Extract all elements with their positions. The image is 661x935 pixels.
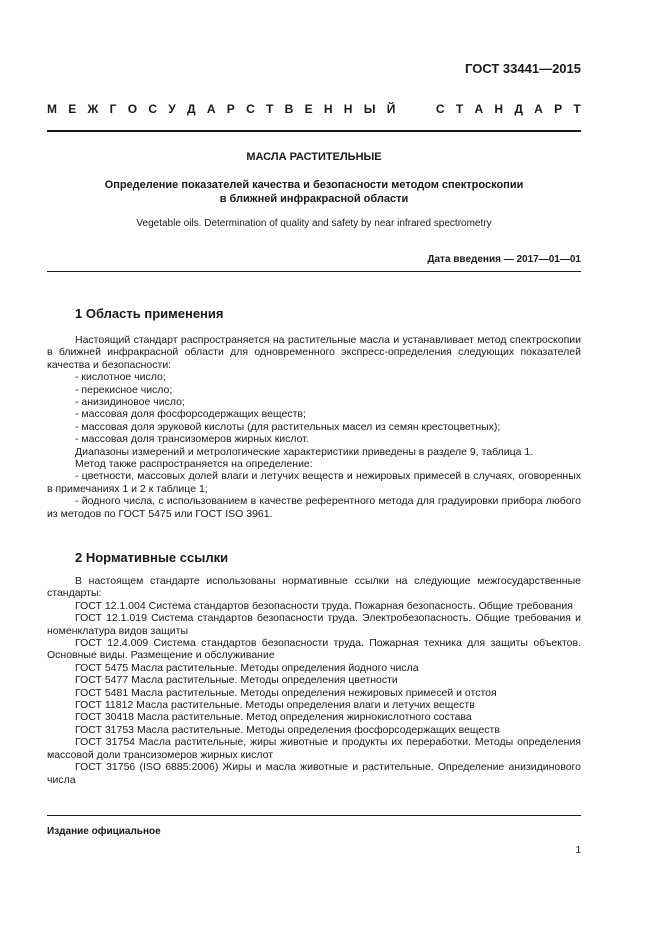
list-item: - массовая доля фосфорсодержащих веществ; <box>75 408 306 421</box>
date-rule <box>47 271 581 272</box>
edition-label: Издание официальное <box>47 826 161 837</box>
section-1-body <box>47 334 581 520</box>
section-2-body <box>47 575 581 786</box>
section-2-heading: 2 Нормативные ссылки <box>75 550 229 565</box>
document-subtitle: Определение показателей качества и безопасности методом спектроскопии в ближней инфракрасной области <box>104 179 524 205</box>
reference-item: ГОСТ 5475 Масла растительные. Методы определения йодного числа <box>75 661 419 674</box>
reference-item: ГОСТ 11812 Масла растительные. Методы определения влаги и летучих веществ <box>75 699 475 712</box>
standard-type-heading: М Е Ж Г О С У Д А Р С Т В Е Н Н Ы Й С Т А Н Д А Р Т <box>47 102 581 116</box>
header-rule <box>47 130 581 132</box>
reference-item: ГОСТ 12.4.009 Система стандартов безопасности труда. Пожарная техника для защиты объектов. Основные виды. Размещение и обслуживание <box>47 637 581 662</box>
list-item: - перекисное число; <box>75 383 173 396</box>
paragraph: - цветности, массовых долей влаги и летучих веществ и нежировых примесей в случаях, оговоренных в примечаниях 1 и 2 к таблице 1; <box>47 470 581 495</box>
page-number: 1 <box>575 845 581 856</box>
paragraph: В настоящем стандарте использованы нормативные ссылки на следующие межгосударственные стандарты: <box>47 575 581 600</box>
footer-rule <box>47 815 581 816</box>
reference-item: ГОСТ 12.1.019 Система стандартов безопасности труда. Электробезопасность. Общие требования и номенклатура видов защиты <box>47 612 581 637</box>
list-item: - кислотное число; <box>75 371 166 384</box>
reference-item: ГОСТ 30418 Масла растительные. Метод определения жирнокислотного состава <box>75 711 472 724</box>
list-item: - анизидиновое число; <box>75 396 185 409</box>
gost-number: ГОСТ 33441—2015 <box>465 61 581 76</box>
list-item: - массовая доля трансизомеров жирных кислот. <box>75 433 309 446</box>
paragraph: Диапазоны измерений и метрологические характеристики приведены в разделе 9, таблица 1. <box>75 445 534 458</box>
paragraph: Метод также распространяется на определение: <box>75 458 313 471</box>
paragraph: Настоящий стандарт распространяется на растительные масла и устанавливает метод спектроскопии в ближней инфракрасной области для одновременного экспресс-определения следующих показателей качества и безопасности: <box>47 334 581 371</box>
list-item: - массовая доля эруковой кислоты (для растительных масел из семян крестоцветных); <box>75 420 501 433</box>
word-gap <box>407 102 425 116</box>
english-title: Vegetable oils. Determination of quality and safety by near infrared spectrometry <box>136 218 492 229</box>
document-title: МАСЛА РАСТИТЕЛЬНЫЕ <box>246 151 382 163</box>
reference-item: ГОСТ 31754 Масла растительные, жиры животные и продукты их переработки. Методы определения массовой доли трансизомеров жирных кислот <box>47 736 581 761</box>
section-1-heading: 1 Область применения <box>75 306 224 321</box>
intro-date: Дата введения — 2017—01—01 <box>427 254 581 265</box>
reference-item: ГОСТ 31756 (ISO 6885:2006) Жиры и масла животные и растительные. Определение анизидинового числа <box>47 761 581 786</box>
reference-item: ГОСТ 31753 Масла растительные. Методы определения фосфорсодержащих веществ <box>75 723 500 736</box>
reference-item: ГОСТ 12.1.004 Система стандартов безопасности труда. Пожарная безопасность. Общие требования <box>75 599 573 612</box>
reference-item: ГОСТ 5477 Масла растительные. Методы определения цветности <box>75 674 398 687</box>
reference-item: ГОСТ 5481 Масла растительные. Методы определения нежировых примесей и отстоя <box>75 686 497 699</box>
paragraph: - йодного числа, с использованием в качестве референтного метода для градуировки прибора любого из методов по ГОСТ 5475 или ГОСТ ISO 3961. <box>47 495 581 520</box>
